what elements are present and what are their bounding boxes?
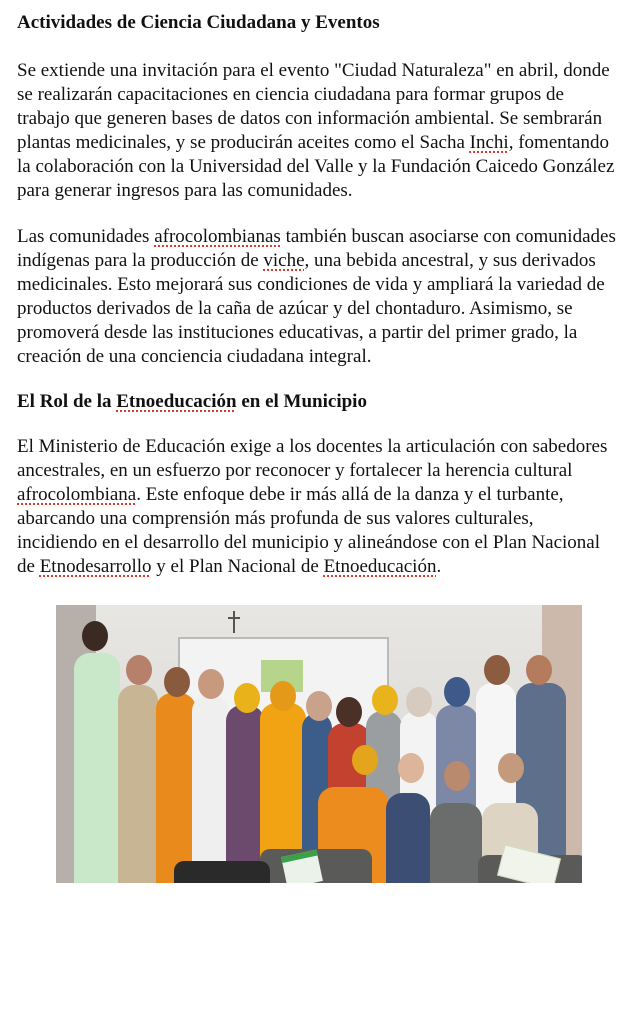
person <box>118 685 158 883</box>
text: El Rol de la <box>17 391 117 412</box>
spellcheck-flagged-word[interactable]: Etnoeducación <box>323 556 437 577</box>
person-head <box>82 621 108 651</box>
person-head <box>336 697 362 727</box>
person-head <box>352 745 378 775</box>
person <box>430 803 482 883</box>
brochure <box>281 850 323 883</box>
spellcheck-flagged-word[interactable]: Etnoeducación <box>116 391 237 412</box>
person-head <box>526 655 552 685</box>
section-heading-ethnoeducation <box>17 389 616 415</box>
text: también buscan asociarse con comunidades indígenas para la producción de <box>17 226 616 271</box>
person-head <box>198 669 224 699</box>
text: en el Municipio <box>236 391 367 412</box>
person <box>156 693 196 883</box>
person-head <box>444 677 470 707</box>
desk <box>174 861 270 883</box>
person-head <box>270 681 296 711</box>
person <box>192 695 228 883</box>
crucifix-icon <box>233 611 235 633</box>
person-head <box>398 753 424 783</box>
person <box>74 653 120 883</box>
text: Las comunidades <box>17 226 155 247</box>
person-head <box>126 655 152 685</box>
document-body <box>0 10 628 883</box>
person-head <box>484 655 510 685</box>
person-head <box>164 667 190 697</box>
text: , fomentando la colaboración con la Universidad del Valle y la Fundación Caicedo González para generar ingresos para las comunidades. <box>17 132 615 201</box>
paragraph-ministry-education <box>17 435 616 579</box>
text: y el Plan Nacional de <box>151 556 324 577</box>
person-head <box>234 683 260 713</box>
spellcheck-flagged-word[interactable]: Etnodesarrollo <box>39 556 152 577</box>
spellcheck-flagged-word[interactable]: afrocolombiana <box>17 484 137 505</box>
section-heading-citizen-science: Actividades de Ciencia Ciudadana y Eventos <box>17 12 380 33</box>
text: El Ministerio de Educación exige a los docentes la articulación con sabedores ancestrales, en un esfuerzo por reconocer y fortalecer la herencia cultural <box>17 436 608 481</box>
person <box>226 705 264 883</box>
text: . Este enfoque debe ir más allá de la danza y el turbante, abarcando una comprensión más profunda de sus valores culturales, incidiendo en el desarrollo del municipio y alineándose con el Plan Nacional de <box>17 484 601 577</box>
paragraph-ciudad-naturaleza <box>17 59 616 203</box>
text: Se extiende una invitación para el evento "Ciudad Naturaleza" en abril, donde se realizarán capacitaciones en ciencia ciudadana para formar grupos de trabajo que generen bases de datos con información ambiental. Se sembrarán plantas medicinales, y se producirán aceites como el Sacha <box>17 60 610 153</box>
person-head <box>372 685 398 715</box>
spellcheck-flagged-word[interactable]: Inchi <box>469 132 509 153</box>
text: . <box>436 556 442 577</box>
group-photo <box>56 605 582 883</box>
person-head <box>306 691 332 721</box>
paragraph-afro-communities <box>17 225 616 369</box>
person <box>386 793 430 883</box>
spellcheck-flagged-word[interactable]: viche <box>263 250 305 271</box>
person-head <box>444 761 470 791</box>
person-head <box>498 753 524 783</box>
person-head <box>406 687 432 717</box>
text: , una bebida ancestral, y sus derivados medicinales. Esto mejorará sus condiciones de vida y ampliará la variedad de productos derivados de la caña de azúcar y del chontaduro. Asimismo, se promoverá desde las instituciones educativas, a partir del primer grado, la creación de una conciencia ciudadana integral. <box>17 250 605 367</box>
spellcheck-flagged-word[interactable]: afrocolombianas <box>154 226 281 247</box>
